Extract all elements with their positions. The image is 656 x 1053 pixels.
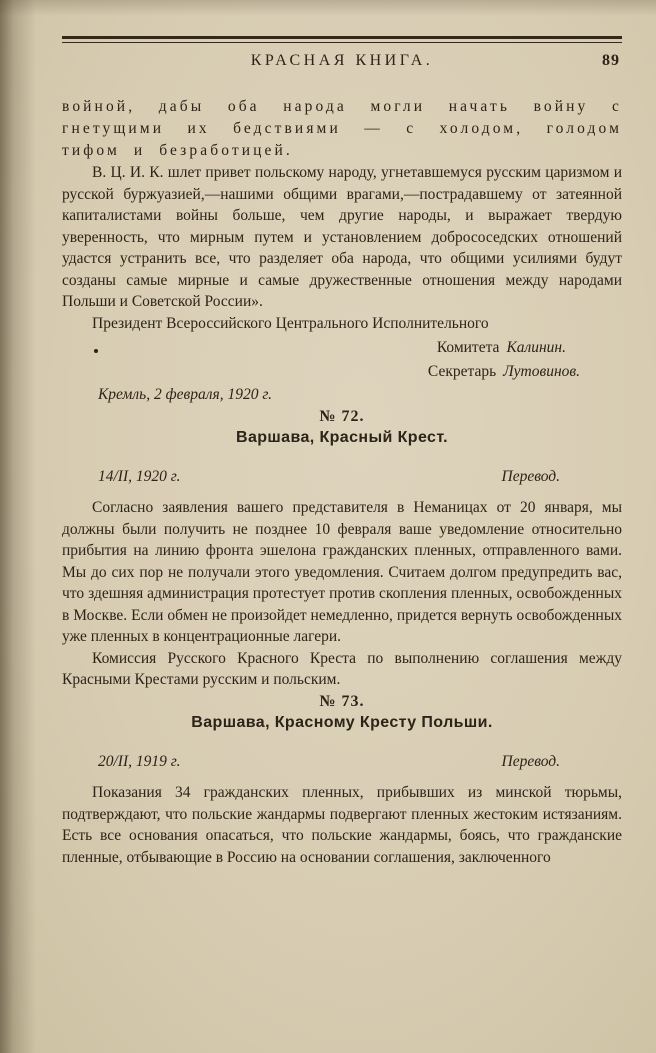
- paragraph-spaced: войной, дабы оба народа могли начать войну с гнетущими их бедствиями — с холодом, голодом тифом и безработицей.: [62, 98, 622, 159]
- paragraph-vcik: В. Ц. И. К. шлет привет польскому народу, угнетавшемуся русским царизмом и русской буржуазией,—нашими общими врагами,—пострадавшему от затеянной капиталистами войны больше, чем другие народы, и выражает твердую уверенность, что мирным путем и установлением добрососедских отношений удастся устранить все, что разделяет оба народа, что общими усилиями будут созданы самые мирные и самые дружественные отношения между народами Польши и Советской России».: [62, 164, 622, 310]
- section-date: 14/II, 1920 г.: [98, 467, 181, 485]
- section-number-72: № 72.: [319, 407, 365, 425]
- signature-role: Секретарь: [427, 363, 497, 380]
- section-number-73: № 73.: [319, 692, 365, 710]
- binding-shadow: [0, 0, 36, 1053]
- section-date: 20/II, 1919 г.: [98, 752, 181, 770]
- header-rule-thin: [62, 42, 622, 43]
- section-paragraph: Согласно заявления вашего представителя в Неманицах от 20 января, мы должны были получить не позднее 10 февраля ваше уведомление относительно прибытия на линию фронта эшелона гражданских пленных, отправленного вами. Мы до сих пор не получали этого уведомления. Считаем долгом предупредить вас, что здешняя администрация протестует против скопления пленных, освобожденных в Москве. Если обмен не произойдет немедленно, придется вернуть освобожденных уже пленных в концентрационные лагери.: [62, 499, 622, 645]
- section-title-73: Варшава, Красному Кресту Польши.: [191, 714, 493, 731]
- running-title: КРАСНАЯ КНИГА.: [250, 52, 434, 69]
- header-rule-thick: [62, 36, 622, 39]
- section-paragraph: Комиссия Русского Красного Креста по выполнению соглашения между Красными Крестами русским и польским.: [62, 649, 622, 688]
- signature-role: Комитета: [436, 339, 500, 356]
- page-content: [62, 36, 622, 868]
- page-number: 89: [602, 52, 620, 69]
- signature-line-secretary: [62, 360, 622, 384]
- signature-name: Калинин.: [506, 339, 566, 356]
- ink-mark: [94, 349, 98, 353]
- translation-label: Перевод.: [501, 467, 560, 485]
- section-paragraph: Показания 34 гражданских пленных, прибывших из минской тюрьмы, подтверждают, что польские жандармы подвергают пленных жестоким истязаниям. Есть все основания опасаться, что польские жандармы, боясь, что гражданские пленные, отбывающие в Россию на основании соглашения, заключенного: [62, 784, 622, 866]
- section-dateline-73: [62, 751, 622, 773]
- signature-name: Лутовинов.: [503, 363, 580, 380]
- translation-label: Перевод.: [501, 752, 560, 770]
- section-title-72: Варшава, Красный Крест.: [235, 429, 449, 446]
- signature-intro: Президент Всероссийского Центрального Исполнительного: [92, 314, 489, 332]
- top-edge-shade: [0, 0, 656, 16]
- dateline: Кремль, 2 февраля, 1920 г.: [98, 386, 273, 403]
- section-dateline-72: [62, 466, 622, 488]
- running-header: [62, 52, 622, 74]
- page-body: [62, 96, 622, 868]
- signature-line-chairman: [62, 336, 622, 360]
